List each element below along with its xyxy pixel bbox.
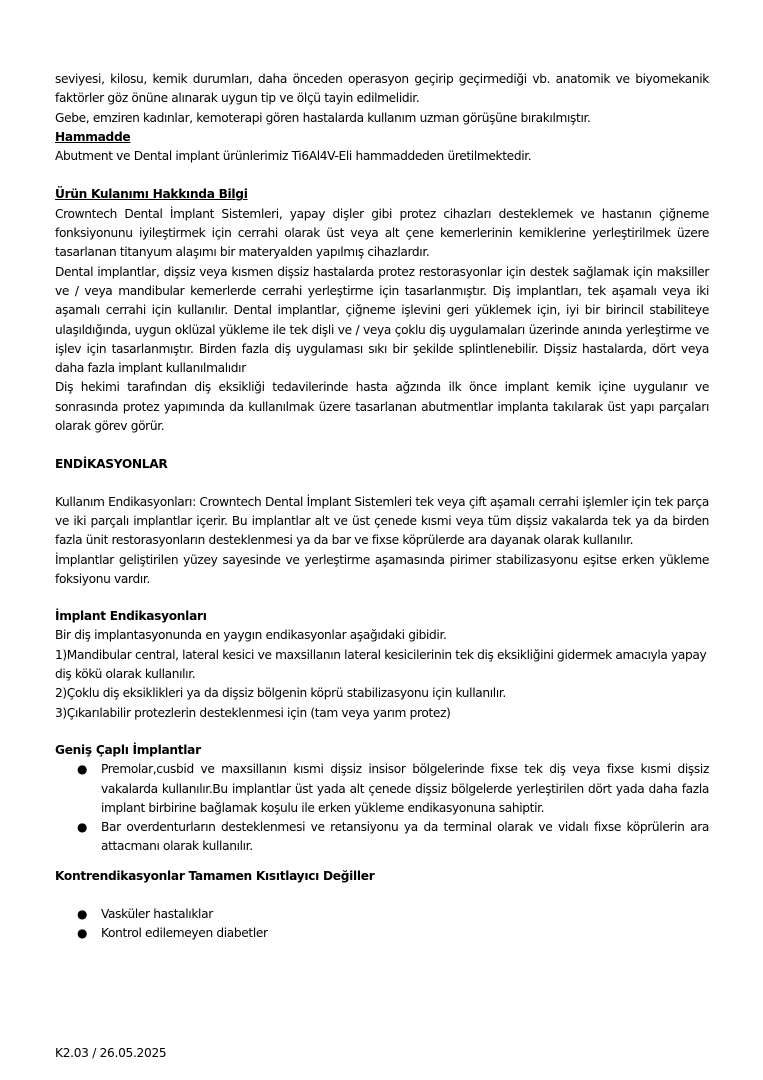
implant-indication-item: 2)Çoklu diş eksiklikleri ya da dişsiz bölgenin köprü stabilizasyonu için kullanılır. xyxy=(55,686,506,701)
bullet-icon: ● xyxy=(77,820,88,835)
wide-implants-list xyxy=(55,760,709,856)
document-code: K2.03 / 26.05.2025 xyxy=(55,1046,167,1060)
usage-info-heading: Ürün Kulanımı Hakkında Bilgi xyxy=(55,187,248,202)
wide-implants-heading: Geniş Çaplı İmplantlar xyxy=(55,742,201,757)
implant-indication-item: 1)Mandibular central, lateral kesici ve maxsillanın lateral kesicilerinin tek diş eksikliğini gidermek amacıyla yapay diş kökü olarak kullanılır. xyxy=(55,647,707,682)
intro-note: Gebe, emziren kadınlar, kemoterapi gören hastalarda kullanım uzman görüşüne bırakılmıştır. xyxy=(55,110,591,125)
usage-info-paragraph-2: Dental implantlar, dişsiz veya kısmen dişsiz hastalarda protez restorasyonlar için destek sağlamak için maksiller ve / veya mandibular kemerlerde cerrahi yerleştirme için tasarlanmıştır. Diş implantları, tek aşamalı veya iki aşamalı cerrahi için kullanılır. Dental implantlar, çiğneme işlevini geri yüklemek için, iyi bir birincil stabiliteye ulaşıldığında, uygun oklüzal yükleme ile tek dişli ve / veya çoklu diş uygulamaları üzerinde anında yerleştirme ve işlev için tasarlanmıştır. Birden fazla diş uygulaması sıkı bir şekilde splintlenebilir. Dişsiz hastalarda, dört veya daha fazla implant kullanılmalıdır xyxy=(55,264,709,376)
bullet-icon: ● xyxy=(77,906,88,921)
bullet-icon: ● xyxy=(77,762,88,777)
contraindications-heading: Kontrendikasyonlar Tamamen Kısıtlayıcı Değiller xyxy=(55,868,375,883)
usage-info-paragraph-3: Diş hekimi tarafından diş eksikliği tedavilerinde hasta ağzında ilk önce implant kemik içine uygulanır ve sonrasında protez yapımında da kullanılmak üzere tasarlanan abutmentlar implanta takılarak üst yapı parçaları olarak görev görür. xyxy=(55,380,709,434)
contraindications-list xyxy=(55,905,709,944)
list-item-text: Kontrol edilemeyen diabetler xyxy=(101,926,268,941)
indications-paragraph-2: İmplantlar geliştirilen yüzey sayesinde ve yerleştirme aşamasında pirimer stabilizasyonu eşitse erken yükleme foksiyonu vardır. xyxy=(55,552,709,586)
list-item xyxy=(55,905,709,924)
list-item-text: Vasküler hastalıklar xyxy=(101,906,213,921)
usage-info-paragraph-1: Crowntech Dental İmplant Sistemleri, yapay dişler gibi protez cihazları desteklemek ve hastanın çiğneme fonksiyonunu iyileştirmek için cerrahi olarak üst veya alt çene kemerlerinin kemiklerine yerleştirilmek üzere tasarlanan titanyum alaşımı bir materyalden yapılmış cihazlardır. xyxy=(55,206,709,260)
indications-paragraph-1: Kullanım Endikasyonları: Crowntech Dental İmplant Sistemleri tek veya çift aşamalı cerrahi işlemler için tek parça ve iki parçalı implantlar içerir. Bu implantlar alt ve üst çenede kısmi veya tüm dişsiz vakalarda tek ya da birden fazla ünit restorasyonların desteklenmesi ya da bar ve fixse köprülerde ara dayanak olarak kullanılır. xyxy=(55,494,709,548)
list-item xyxy=(55,818,709,857)
raw-material-text: Abutment ve Dental implant ürünlerimiz Ti6Al4V-Eli hammaddeden üretilmektedir. xyxy=(55,149,532,164)
bullet-icon: ● xyxy=(77,926,88,941)
list-item xyxy=(55,924,709,943)
implant-indications-intro: Bir diş implantasyonunda en yaygın endikasyonlar aşağıdaki gibidir. xyxy=(55,628,447,643)
implant-indication-item: 3)Çıkarılabilir protezlerin desteklenmesi için (tam veya yarım protez) xyxy=(55,705,451,720)
raw-material-heading: Hammadde xyxy=(55,129,131,144)
implant-indications-heading: İmplant Endikasyonları xyxy=(55,609,207,624)
intro-paragraph: seviyesi, kilosu, kemik durumları, daha önceden operasyon geçirip geçirmediği vb. anatomik ve biyomekanik faktörler göz önüne alınarak uygun tip ve ölçü tayin edilmelidir. xyxy=(55,72,709,106)
document-body xyxy=(55,70,709,944)
list-item-text: Bar overdenturların desteklenmesi ve retansiyonu ya da terminal olarak ve vidalı fixse köprülerin ara attacmanı olarak kullanılır. xyxy=(101,820,709,854)
list-item-text: Premolar,cusbid ve maxsillanın kısmi dişsiz insisor bölgelerinde fixse tek diş veya fixse kısmi dişsiz vakalarda kullanılır.Bu implantlar üst yada alt çenede dişsiz bölgelerde yerleştirilen dört yada daha fazla implant birbirine bağlamak koşulu ile erken yükleme endikasyonuna sahiptir. xyxy=(101,762,709,815)
indications-heading: ENDİKASYONLAR xyxy=(55,457,168,472)
list-item xyxy=(55,760,709,818)
